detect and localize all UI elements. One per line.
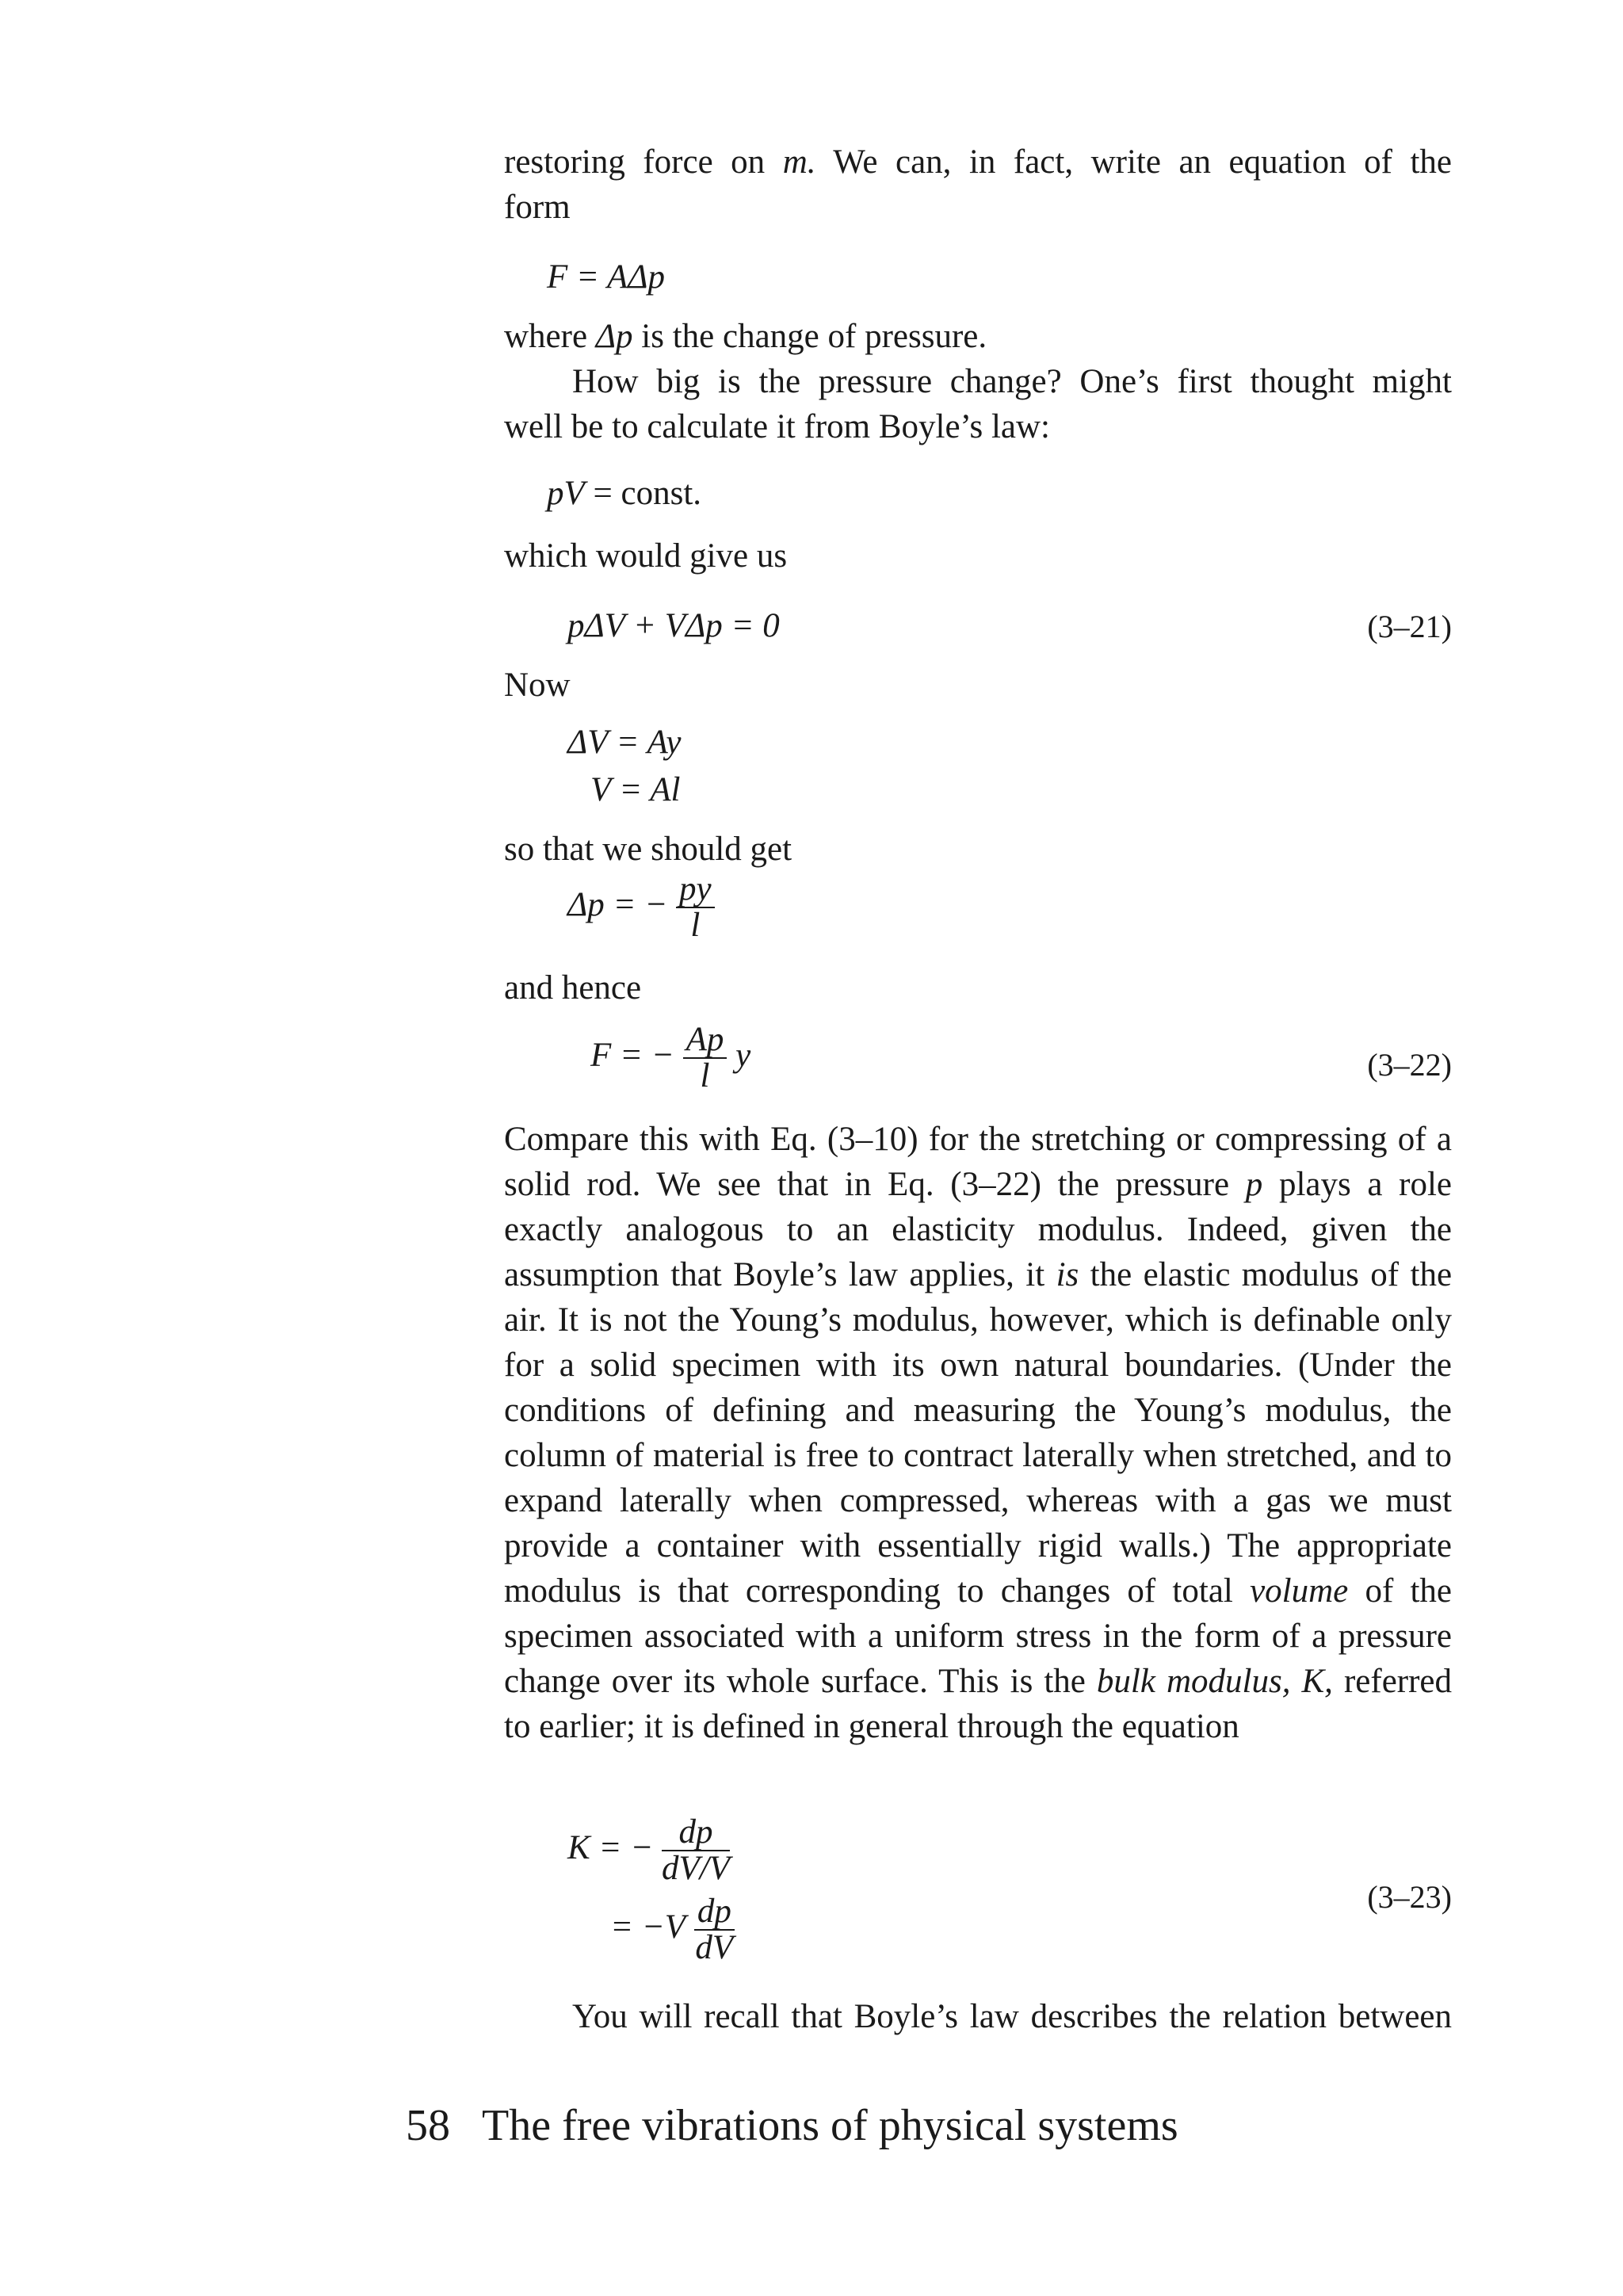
equation-delta-p: Δp = − $\frac{py}{l}$ [567, 872, 715, 943]
equation-number-3-21: (3–21) [1367, 609, 1452, 644]
fraction-ap-over-l: $\frac{Ap}{l}$ [683, 1022, 727, 1094]
page-footer [406, 2100, 1178, 2151]
fraction-py-over-l: $\frac{py}{l}$ [676, 872, 715, 943]
text-line-5: well be to calculate it from Boyle’s law: [504, 408, 1050, 445]
equation-number-3-22: (3–22) [1367, 1047, 1452, 1083]
page-number: 58 [406, 2101, 450, 2150]
equation-bulk-modulus-alt: = −V $\frac{dp}{dV}$ [610, 1893, 734, 1966]
equation-volume: V = Al [590, 771, 681, 808]
text-line-8: so that we should get [504, 831, 792, 868]
text-line-last: You will recall that Boyle’s law describes the relation between [572, 1998, 1452, 2035]
text-line-2: form [504, 189, 571, 226]
equation-delta-v: ΔV = Ay [567, 724, 682, 761]
main-paragraph: Compare this with Eq. (3–10) for the stretching or compressing of a solid rod. We see that in Eq. (3–22) the pressure p plays a role exactly analogous to an elasticity modulus. Indeed, given the assumption that Boyle’s law applies, it is the elastic modulus of the air. It is not the Young’s modulus, however, which is definable only for a solid specimen with its own natural boundaries. (Under the conditions of defining and measuring the Young’s modulus, the column of material is free to contract laterally when stretched, and to expand laterally when compressed, whereas with a gas we must provide a container with essentially rigid walls.) The appropriate modulus is that corresponding to changes of total volume of the specimen associated with a uniform stress in the form of a pressure change over its whole surface. This is the bulk modulus, K, referred to earlier; it is defined in general through the equation [504, 1121, 1453, 1745]
text-line-9: and hence [504, 969, 642, 1007]
equation-3-21: pΔV + VΔp = 0 [567, 607, 780, 644]
text-line-7: Now [504, 667, 571, 704]
text-line-3: where Δp is the change of pressure. [504, 318, 987, 355]
fraction-dp-over-dv: $\frac{dp}{dV}$ [695, 1893, 734, 1966]
text-line-4: How big is the pressure change? One’s first thought might [572, 363, 1452, 400]
text-line-1: restoring force on m. We can, in fact, write an equation of the [504, 143, 1452, 181]
equation-3-22: F = − $\frac{Ap}{l}$ y [590, 1021, 751, 1095]
text-line-6: which would give us [504, 537, 788, 575]
running-title: The free vibrations of physical systems [482, 2101, 1178, 2150]
equation-boyle: pV = const. [547, 475, 702, 512]
equation-force: F = AΔp [547, 258, 666, 296]
equation-bulk-modulus: K = − $\frac{dp}{dV/V}$ [567, 1813, 730, 1887]
fraction-dp-over-dvv: $\frac{dp}{dV/V}$ [661, 1813, 730, 1887]
equation-number-3-23: (3–23) [1367, 1879, 1452, 1915]
